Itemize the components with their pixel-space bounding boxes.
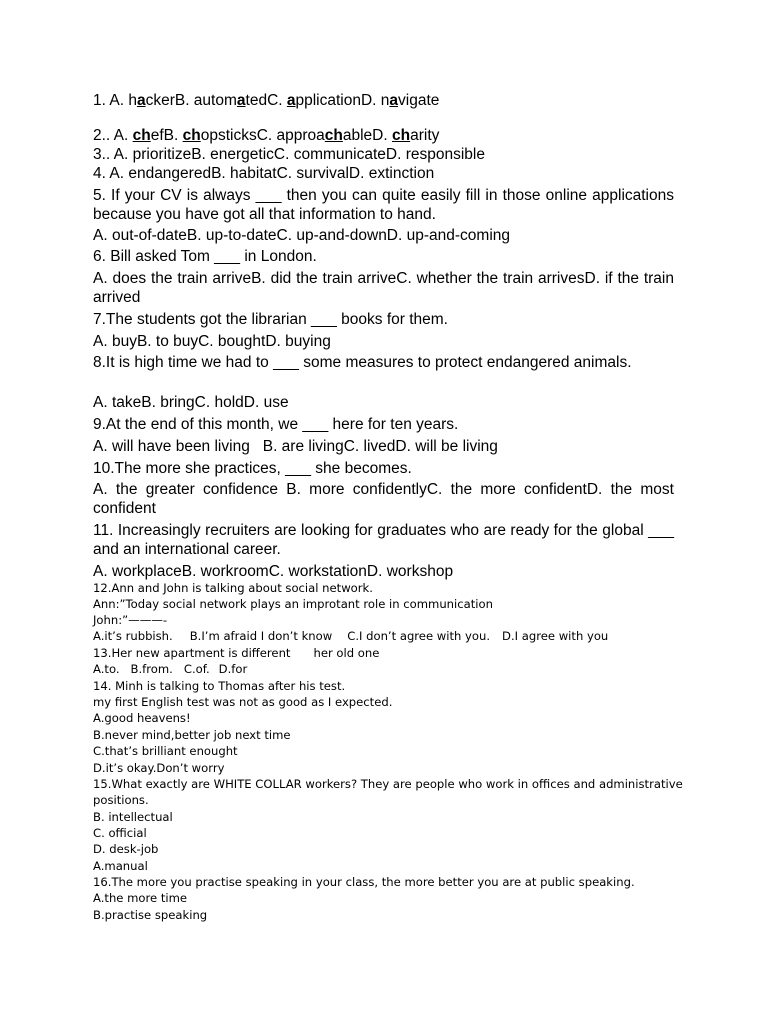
question-10-options: A. the greater confidence B. more confidentlyC. the more confidentD. the most confident: [93, 481, 674, 517]
question-1: [93, 91, 674, 110]
question-6-options: A. does the train arriveB. did the train arriveC. whether the train arrivesD. if the train arrived: [93, 270, 674, 306]
q1-text: 1. A. h: [93, 92, 137, 109]
question-7: 7.The students got the librarian ___ books for them.: [93, 311, 448, 328]
question-15-option-a: A.manual: [93, 859, 148, 873]
question-7-options: A. buyB. to buyC. boughtD. buying: [93, 333, 331, 350]
question-11: 11. Increasingly recruiters are looking for graduates who are ready for the global ___ and an international career.: [93, 522, 674, 558]
question-15-option-d: D. desk-job: [93, 842, 159, 856]
question-14: 14. Minh is talking to Thomas after his test.: [93, 679, 346, 693]
question-15-option-c: C. official: [93, 826, 147, 840]
q1-underline: a: [286, 92, 296, 109]
q2-text: arity: [410, 127, 440, 144]
q13-option-b: B.from.: [130, 662, 173, 676]
question-2: [93, 126, 674, 145]
q2-underline: ch: [132, 127, 151, 144]
q2-underline: ch: [324, 127, 343, 144]
question-13: [93, 645, 683, 661]
q1-underline: a: [389, 92, 399, 109]
q13-option-a: A.to.: [93, 662, 120, 676]
q1-underline: a: [236, 92, 246, 109]
q2-underline: ch: [182, 127, 201, 144]
question-8-options: A. takeB. bringC. holdD. use: [93, 394, 289, 411]
question-15: 15.What exactly are WHITE COLLAR workers? They are people who work in offices and administrative positions.: [93, 777, 683, 808]
q13-text-after: her old one: [313, 646, 380, 660]
question-14-option-a: A.good heavens!: [93, 711, 191, 725]
q12-option-d: D.I agree with you: [502, 629, 609, 643]
question-8: 8.It is high time we had to ___ some measures to protect endangered animals.: [93, 354, 632, 371]
question-14-option-c: C.that’s brilliant enought: [93, 744, 238, 758]
question-16-option-b: B.practise speaking: [93, 908, 208, 922]
q12-option-c: C.I don’t agree with you.: [347, 629, 491, 643]
question-3: 3.. A. prioritizeB. energeticC. communicateD. responsible: [93, 146, 485, 163]
question-12-line-2: John:”———-: [93, 613, 168, 627]
question-6: 6. Bill asked Tom ___ in London.: [93, 248, 317, 265]
question-9-options: [93, 437, 674, 456]
question-14-line-1: my first English test was not as good as I expected.: [93, 695, 393, 709]
question-5: 5. If your CV is always ___ then you can quite easily fill in those online applications because you have got all that information to hand.: [93, 187, 674, 223]
q2-text: opsticksC. approa: [200, 127, 325, 144]
question-16-option-a: A.the more time: [93, 891, 188, 905]
question-14-option-b: B.never mind,better job next time: [93, 728, 291, 742]
q12-option-a: A.it’s rubbish.: [93, 629, 173, 643]
question-12-line-1: Ann:”Today social network plays an improtant role in communication: [93, 597, 493, 611]
question-9: 9.At the end of this month, we ___ here for ten years.: [93, 416, 459, 433]
question-14-option-d: D.it’s okay.Don’t worry: [93, 761, 225, 775]
q12-option-b: B.I’m afraid I don’t know: [189, 629, 333, 643]
q2-text: ableD.: [342, 127, 392, 144]
q1-text: tedC.: [245, 92, 287, 109]
q2-text: 2.. A.: [93, 127, 133, 144]
q13-text-before: 13.Her new apartment is different: [93, 646, 291, 660]
question-12-options: [93, 628, 683, 644]
q1-text: ckerB. autom: [145, 92, 237, 109]
question-10: 10.The more she practices, ___ she becomes.: [93, 460, 412, 477]
q1-text: vigate: [398, 92, 440, 109]
q2-text: efB.: [150, 127, 183, 144]
question-11-options: A. workplaceB. workroomC. workstationD. workshop: [93, 563, 454, 580]
q1-text: pplicationD. n: [295, 92, 390, 109]
q9-options-text: A. will have been living B. are livingC. livedD. will be living: [93, 438, 498, 455]
q13-option-d: D.for: [218, 662, 248, 676]
question-12: 12.Ann and John is talking about social network.: [93, 581, 373, 595]
q1-underline: a: [136, 92, 146, 109]
question-13-options: [93, 661, 683, 677]
question-16: 16.The more you practise speaking in your class, the more better you are at public speaking.: [93, 875, 635, 889]
q13-option-c: C.of.: [183, 662, 210, 676]
q2-underline: ch: [392, 127, 411, 144]
question-15-option-b: B. intellectual: [93, 810, 173, 824]
question-4: 4. A. endangeredB. habitatC. survivalD. extinction: [93, 165, 435, 182]
question-5-options: A. out-of-dateB. up-to-dateC. up-and-downD. up-and-coming: [93, 227, 511, 244]
